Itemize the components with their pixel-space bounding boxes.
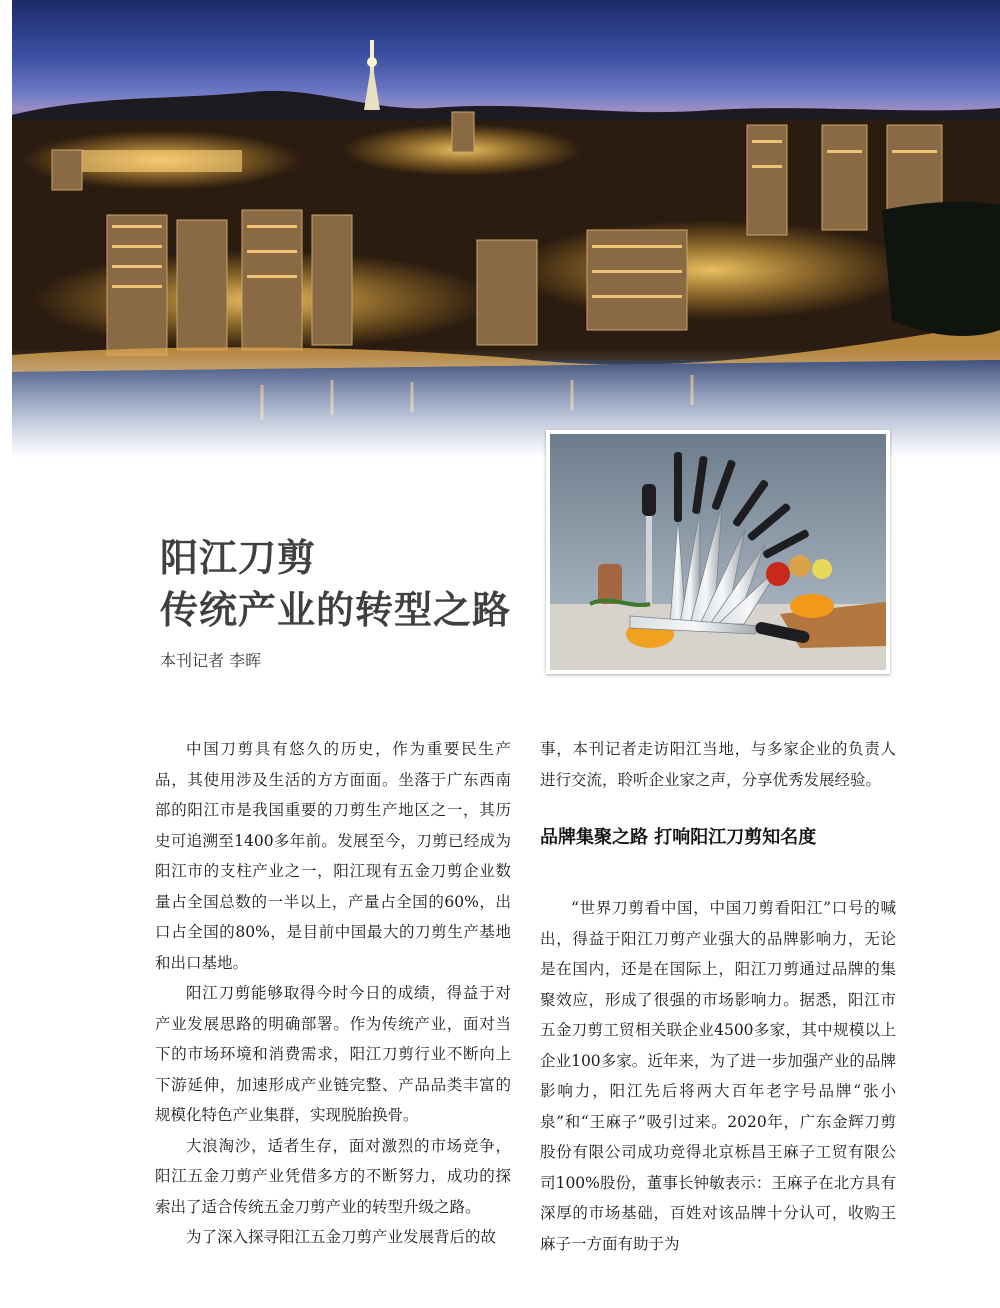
section-heading: 品牌集聚之路 打响阳江刀剪知名度 xyxy=(540,827,817,848)
paragraph-continued: 事，本刊记者走访阳江当地，与多家企业的负责人进行交流，聆听企业家之声，分享优秀发展经验。 xyxy=(540,740,896,789)
paragraph: 中国刀剪具有悠久的历史，作为重要民生产品，其使用涉及生活的方方面面。坐落于广东西南部的阳江市是我国重要的刀剪生产地区之一，其历史可追溯至1400多年前。发展至今，刀剪已经成为阳江市的支柱产业之一，阳江现有五金刀剪企业数量占全国总数的一半以上，产量占全国的60%，出口占全国的80%，是目前中国最大的刀剪生产基地和出口基地。 xyxy=(155,740,511,972)
article-title-line-1: 阳江刀剪 xyxy=(160,536,317,580)
paragraph: 阳江刀剪能够取得今时今日的成绩，得益于对产业发展思路的明确部署。作为传统产业，面对当下的市场环境和消费需求，阳江刀剪行业不断向上下游延伸，加速形成产业链完整、产品品类丰富的规模化特色产业集群，实现脱胎换骨。 xyxy=(155,984,511,1124)
article-title-line-2: 传统产业的转型之路 xyxy=(160,588,512,632)
paragraph: 大浪淘沙，适者生存，面对激烈的市场竞争，阳江五金刀剪产业凭借多方的不断努力，成功的探索出了适合传统五金刀剪产业的转型升级之路。 xyxy=(155,1136,511,1216)
paragraph: 为了深入探寻阳江五金刀剪产业发展背后的故 xyxy=(186,1228,497,1246)
paragraph: “世界刀剪看中国，中国刀剪看阳江”口号的喊出，得益于阳江刀剪产业强大的品牌影响力，无论是在国内，还是在国际上，阳江刀剪通过品牌的集聚效应，形成了很强的市场影响力。据悉，阳江市五金刀剪工贸相关联企业4500多家，其中规模以上企业100多家。近年来，为了进一步加强产业的品牌影响力，阳江先后将两大百年老字号品牌“张小泉”和“王麻子”吸引过来。2020年，广东金辉刀剪股份有限公司成功竞得北京栎昌王麻子工贸有限公司100%股份，董事长钟敏表示：王麻子在北方具有深厚的市场基础，百姓对该品牌十分认可，收购王麻子一方面有助于为 xyxy=(540,899,896,1253)
knife-block-set-illustration xyxy=(550,434,886,670)
hero-city-photo xyxy=(12,0,1000,458)
left-column xyxy=(155,734,511,1253)
right-column xyxy=(540,734,896,1259)
byline: 本刊记者 李晖 xyxy=(160,651,262,670)
article-title xyxy=(160,532,511,636)
product-photo-frame xyxy=(546,430,890,674)
